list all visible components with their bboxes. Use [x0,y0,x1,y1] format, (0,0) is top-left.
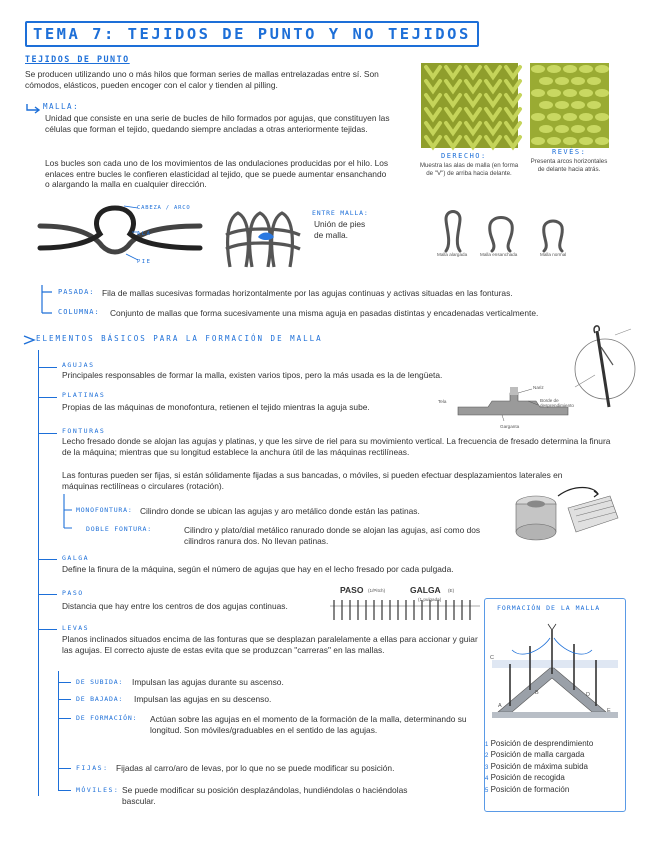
loop-label-normal: Malla normal [540,252,567,257]
moviles-label: MÓVILES: [76,786,120,794]
platinas-tick [39,397,57,398]
step-1-text: Posición de desprendimiento [490,739,594,748]
agujas-text: Principales responsables de formar la malla, existen varios tipos, pero la más usada es la de lengüeta. [62,370,443,380]
step-1 [485,739,623,750]
moviles-text: Se puede modificar su posición desplazándolas, hundiéndolas o haciéndolas bascular. [122,785,408,806]
loop-diagram [40,202,210,272]
levas-text: Planos inclinados situados encima de las fonturas que se desplazan paralelamente a ellas para accionar y guiar las agujas. El correcto ajuste de estas evita que se produzcan "carreras" en las mallas. [62,634,478,655]
galga-tick [39,559,57,560]
entre-malla-text: Unión de pies de malla. [314,219,366,240]
paso-tick [39,594,57,595]
cylinder-image [514,488,624,550]
pasada-text: Fila de mallas sucesivas formadas horizontalmente por las agujas continuas y activas situadas en las fonturas. [102,288,513,298]
doble-fontura-label: DOBLE FONTURA: [86,525,152,533]
step-4-num: 4 [485,776,489,783]
cam-letter-c: C [490,655,494,661]
platina-tela-label: Tela [438,399,447,404]
fonturas-text-2: Las fonturas pueden ser fijas, si están sólidamente fijadas a sus bancadas, o móviles, si pueden efectuar desplazamientos laterales en máquinas rectilíneas o circulares (rotación). [62,470,563,491]
bajada-tick [59,699,71,700]
galga-unit-label: (E) [448,588,455,593]
cam-letter-b: B [535,690,539,696]
platinas-label: PLATINAS [62,391,106,399]
section2-guide-line [38,350,39,796]
ala-label: ALA [137,231,152,237]
pie-label: PIE [137,259,152,265]
de-subida-label: DE SUBIDA: [76,678,124,686]
derecho-text: Muestra las alas de malla (en forma de "V") de arriba hacia delante. [419,162,519,177]
platina-garganta-label: Garganta [500,424,520,429]
pasada-label: PASADA: [58,288,95,296]
cabeza-label: CABEZA / ARCO [137,205,191,211]
step-3-text: Posición de máxima subida [490,761,588,771]
de-bajada-text: Impulsan las agujas en su descenso. [134,694,272,704]
knit-back-image [530,63,609,148]
knit-back-icon [530,63,609,148]
fonturas-label: FONTURAS [62,427,106,435]
section-heading-elementos: ELEMENTOS BÁSICOS PARA LA FORMACIÓN DE MALLA [36,334,323,343]
fonturas-tick [39,433,57,434]
platinas-text: Propias de las máquinas de monofontura, retienen el tejido mientras la aguja sube. [62,402,370,412]
step-2-text: Posición de malla cargada [490,750,585,760]
cam-letter-d: D [586,692,590,698]
loop-diagram-icon [40,202,210,272]
de-subida-text: Impulsan las agujas durante su ascenso. [132,677,284,687]
derecho-label: DERECHO: [441,152,487,160]
galga-label: GALGA [62,554,90,562]
platina-desprendimiento-label: Borde de desprendimiento [540,398,574,408]
fijas-text: Fijadas al carro/aro de levas, por lo que no se puede modificar su posición. [116,763,395,773]
step-3 [485,762,623,773]
paso-label: PASO [62,589,84,597]
paso-text: Distancia que hay entre los centros de dos agujas continuas. [62,601,288,611]
pulgada-label: (1 pulgada) [418,597,442,602]
cam-diagram-icon [492,620,618,732]
monofontura-label: MONOFONTURA: [76,506,133,514]
bracket-line [36,285,56,330]
columna-text: Conjunto de mallas que forma sucesivamente una misma aguja en pasadas distintas y encadenadas verticalmente. [110,308,539,318]
loop-shapes-image [438,207,578,257]
step-2-num: 2 [485,753,489,760]
needle-icon [565,325,637,409]
de-formacion-label: DE FORMACIÓN: [76,714,138,722]
de-bajada-label: DE BAJADA: [76,695,124,703]
malla-text-2: Los bucles son cada uno de los movimientos de las ondulaciones producidas por el hilo. Los enlaces entre bucles le confieren elasticidad al tejido, que se puede aumentar ensanchando o alargando la malla en cualquier dirección. [45,158,389,190]
loop-label-ensanchada: Malla ensanchada [480,252,518,257]
step-1-num: 1 [485,742,489,748]
step-4 [485,773,623,784]
step-5 [485,785,623,796]
levas-guide-line [58,671,59,791]
reves-label: REVÉS: [552,148,587,156]
agujas-tick [39,367,57,368]
knit-front-icon [421,63,518,148]
section-heading-tejidos: TEJIDOS DE PUNTO [25,54,130,64]
platina-nariz-label: Nariz [533,385,544,390]
formacion-steps [485,739,623,796]
step-4-text: Posición de recogida [490,773,565,783]
loop-shapes-icon [438,207,578,257]
step-3-num: 3 [485,764,489,771]
galga-diagram-label: GALGA [410,585,441,595]
doble-fontura-text: Cilindro y plato/dial metálico ranurado donde se alojan las agujas, así como dos cilindros ranura dos. No llevan patinas. [184,525,481,546]
cylinder-icon [514,488,624,550]
formacion-diagram [492,620,618,732]
reves-text: Presenta arcos horizontales de delante hacia atrás. [530,158,608,173]
intro-text: Se producen utilizando uno o más hilos que forman series de mallas entrelazadas entre sí. Son cómodos, elásticos, pueden encoger con el calor y tienden al pilling. [25,69,379,90]
fonturas-text-1: Lecho fresado donde se alojan las agujas y platinas, y que les sirve de riel para su movimiento vertical. La frecuencia de fresado determina la finura de la máquina; mientras que su longitud establece la anchura útil de las máquinas rectilíneas. [62,436,611,457]
needle-image [565,325,637,409]
paso-unit-label: (1/Pitch) [368,588,386,593]
page-title: TEMA 7: TEJIDOS DE PUNTO Y NO TEJIDOS [25,21,479,47]
malla-text-1: Unidad que consiste en una serie de bucles de hilo formados por agujas, que constituyen las células que forman el tejido, quedando siempre ancladas a otras anteriormente tejidas. [45,113,390,134]
subida-tick [59,682,71,683]
entre-malla-label: ENTRE MALLA: [312,209,369,217]
formacion-title: FORMACIÓN DE LA MALLA [497,604,601,612]
moviles-tick [59,790,71,791]
fijas-label: FIJAS: [76,764,109,772]
levas-label: LEVAS [62,624,90,632]
formacion-tick [59,718,71,719]
entre-malla-image [222,205,304,273]
step-5-num: 5 [485,787,489,794]
de-formacion-text: Actúan sobre las agujas en el momento de la formación de la malla, determinando su longitud. Son móviles/graduables en el sentido de las agujas. [150,714,467,735]
step-2 [485,750,623,761]
columna-label: COLUMNA: [58,308,100,316]
paso-diagram-label: PASO [340,585,364,595]
cam-letter-e: E [607,708,611,714]
monofontura-text: Cilindro donde se ubican las agujas y aro metálico donde están las patinas. [140,506,420,516]
levas-tick [39,629,57,630]
step-5-text: Posición de formación [490,784,570,794]
fijas-tick [59,768,71,769]
malla-label: MALLA: [43,102,80,111]
arrow-icon [25,101,41,119]
galga-text: Define la finura de la máquina, según el número de agujas que hay en el lecho fresado por cada pulgada. [62,564,454,574]
chain-loops-icon [222,205,304,273]
fontura-bracket [58,494,74,539]
loop-label-alargada: Malla alargada [437,252,468,257]
cam-letter-a: A [498,703,502,709]
agujas-label: AGUJAS [62,361,95,369]
knit-front-image [421,63,518,148]
